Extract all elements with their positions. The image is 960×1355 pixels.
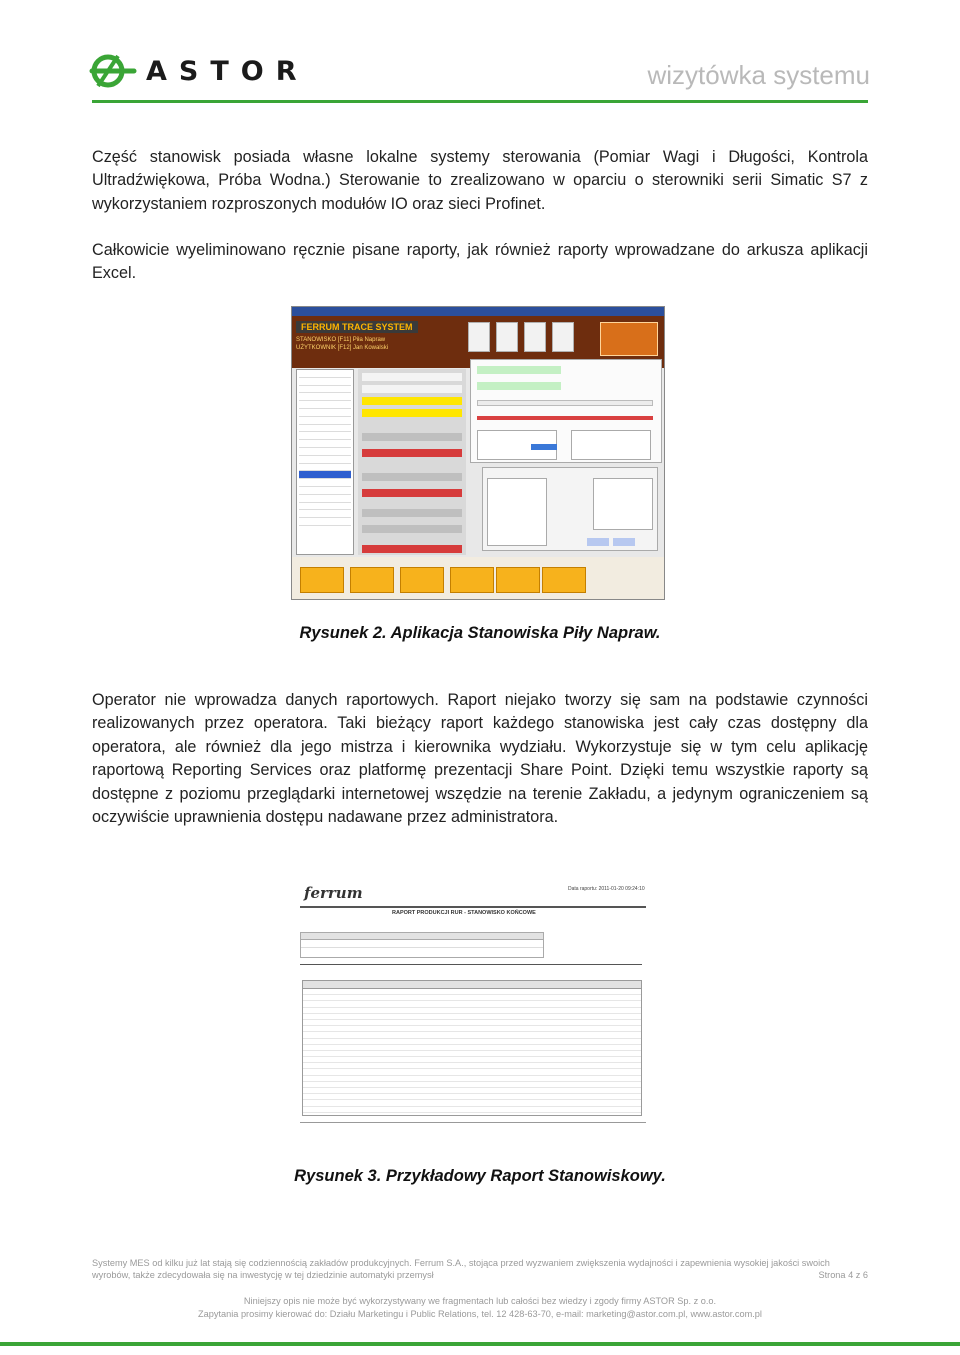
figure-2-caption: Rysunek 2. Aplikacja Stanowiska Piły Napraw. — [299, 624, 661, 642]
app-station-panel — [358, 369, 466, 555]
app-screenshot-figure — [291, 306, 665, 600]
footer-copyright-notice: Niniejszy opis nie może być wykorzystywany we fragmentach lub całości bez wiedzy i zgody firmy ASTOR Sp. z o.o. — [243, 1296, 717, 1306]
fkey-f9-icon — [524, 322, 546, 352]
app-button-5 — [496, 567, 540, 593]
footer-contact-info: Zapytania prosimy kierować do: Działu Marketingu i Public Relations, tel. 12 428-63-70, e-mail: marketing@astor.com.pl, www.astor.com.pl — [198, 1309, 762, 1319]
footer-divider — [0, 1342, 960, 1346]
report-title: RAPORT PRODUKCJI RUR - STANOWISKO KOŃCOWE — [392, 910, 536, 916]
app-pipe-profile-panel — [470, 359, 662, 463]
astor-logo-icon — [88, 52, 138, 90]
app-action-bar — [292, 557, 665, 600]
report-detail-table — [302, 980, 642, 1116]
fkey-f7-icon — [468, 322, 490, 352]
app-button-1 — [300, 567, 344, 593]
report-date: Data raportu: 2011-01-20 09:24:10 — [568, 886, 645, 892]
app-button-2 — [350, 567, 394, 593]
app-window-titlebar — [292, 307, 664, 316]
figure-3-caption: Rysunek 3. Przykładowy Raport Stanowiskowy. — [294, 1167, 666, 1185]
page-header-title: wizytówka systemu — [647, 60, 870, 90]
app-button-6 — [542, 567, 586, 593]
app-pipe-list — [296, 369, 354, 555]
footer-summary-text: wyrobów, także zdecydowała się na inwestycję w tej dziedzinie automatyki przemysł — [92, 1270, 434, 1280]
paragraph-reporting: Operator nie wprowadza danych raportowych. Raport niejako tworzy się sam na podstawie czynności realizowanych przez operatora. Taki bieżący raport każdego stanowiska jest cały czas dostępny dla operatora, ale również dla jego mistrza i kierownika wydziału. Wykorzystuje się w tym celu aplikację raportową Reporting Services oraz platformę prezentacji Share Point. Dzięki temu wszystkie raporty są dostępne z poziomu przeglądarki internetowej wszędzie na terenie Zakładu, a jedynym ograniczeniem są oczywiście uprawnienia dostępu nadawane przez administratora. — [92, 691, 868, 827]
fkey-f10-icon — [552, 322, 574, 352]
logo-wordmark: ASTOR — [146, 56, 309, 87]
footer-summary-line1: Systemy MES od kilku już lat stają się codziennością zakładów produkcyjnych. Ferrum S.A., stojąca przed wyzwaniem zwiększenia wydajności i zapewnienia wysokiej jakości swoich — [92, 1258, 830, 1268]
app-user-line: UŻYTKOWNIK [F12] Jan Kowalski — [296, 345, 389, 351]
report-screenshot-figure — [300, 884, 646, 1128]
header-divider — [92, 100, 868, 103]
paragraph-reports-eliminated: Całkowicie wyeliminowano ręcznie pisane raporty, jak również raporty wprowadzane do arkusza aplikacji Excel. — [92, 241, 868, 283]
app-station-user — [296, 336, 388, 352]
app-button-3 — [400, 567, 444, 593]
page-number: Strona 4 z 6 — [818, 1270, 868, 1280]
app-button-4 — [450, 567, 494, 593]
report-brand: ferrum — [304, 884, 363, 902]
fkey-f8-icon — [496, 322, 518, 352]
sol-logo-icon — [600, 322, 658, 356]
app-title: FERRUM TRACE SYSTEM — [296, 321, 418, 333]
app-station-line: STANOWISKO [F11] Piła Napraw — [296, 337, 386, 343]
report-summary-table — [300, 932, 544, 958]
app-details-panel — [482, 467, 658, 551]
paragraph-control-systems: Część stanowisk posiada własne lokalne systemy sterowania (Pomiar Wagi i Długości, Kontrola Ultradźwiękowa, Próba Wodna.) Sterowanie to zrealizowano w oparciu o sterowniki serii Simatic S7 z wykorzystaniem rozproszonych modułów IO oraz sieci Profinet. — [92, 148, 868, 213]
astor-logo — [88, 52, 309, 92]
